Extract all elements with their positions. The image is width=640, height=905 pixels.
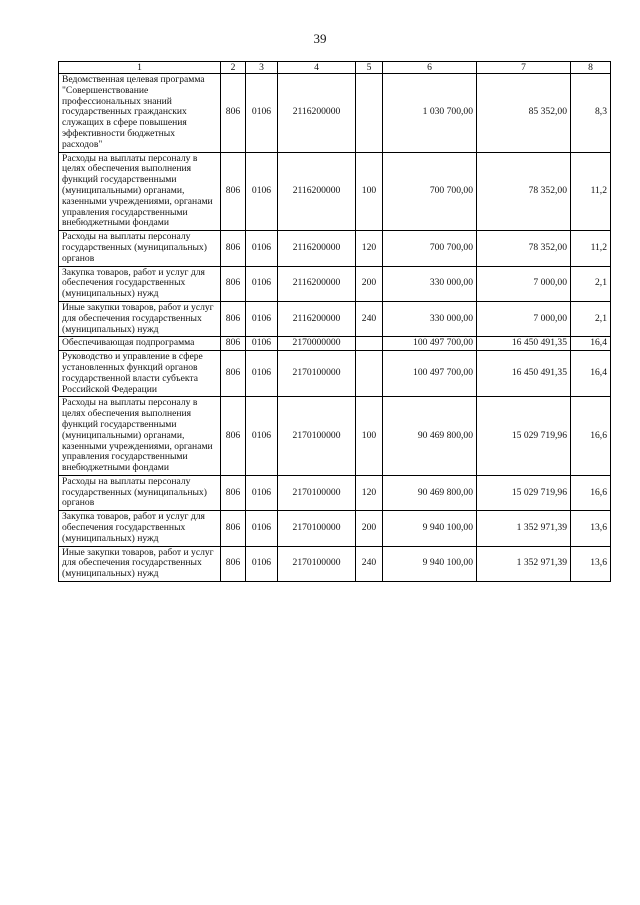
percent-cell: 16,6 bbox=[571, 475, 611, 510]
row-name-cell: Обеспечивающая подпрограмма bbox=[59, 337, 221, 351]
target-article-cell: 2116200000 bbox=[278, 152, 356, 231]
expense-type-cell: 100 bbox=[356, 152, 383, 231]
section-cell: 0106 bbox=[246, 546, 278, 581]
code-cell: 806 bbox=[221, 511, 246, 546]
actual-amount-cell: 78 352,00 bbox=[477, 231, 571, 266]
percent-cell: 16,4 bbox=[571, 351, 611, 397]
percent-cell: 16,4 bbox=[571, 337, 611, 351]
code-cell: 806 bbox=[221, 546, 246, 581]
table-row bbox=[59, 266, 611, 301]
row-name-cell: Закупка товаров, работ и услуг для обеспечения государственных (муниципальных) нужд bbox=[59, 266, 221, 301]
code-cell: 806 bbox=[221, 397, 246, 476]
percent-cell: 8,3 bbox=[571, 74, 611, 153]
table-row bbox=[59, 301, 611, 336]
table-body bbox=[59, 74, 611, 582]
plan-amount-cell: 100 497 700,00 bbox=[383, 337, 477, 351]
code-cell: 806 bbox=[221, 301, 246, 336]
percent-cell: 11,2 bbox=[571, 231, 611, 266]
actual-amount-cell: 16 450 491,35 bbox=[477, 351, 571, 397]
row-name-cell: Расходы на выплаты персоналу государственных (муниципальных) органов bbox=[59, 231, 221, 266]
actual-amount-cell: 16 450 491,35 bbox=[477, 337, 571, 351]
target-article-cell: 2170000000 bbox=[278, 337, 356, 351]
header-cell: 2 bbox=[221, 62, 246, 74]
actual-amount-cell: 85 352,00 bbox=[477, 74, 571, 153]
row-name-cell: Ведомственная целевая программа "Совершенствование профессиональных знаний государственных гражданских служащих в сфере повышения эффективности бюджетных расходов" bbox=[59, 74, 221, 153]
table-row bbox=[59, 475, 611, 510]
target-article-cell: 2170100000 bbox=[278, 351, 356, 397]
plan-amount-cell: 90 469 800,00 bbox=[383, 397, 477, 476]
expense-type-cell bbox=[356, 337, 383, 351]
row-name-cell: Иные закупки товаров, работ и услуг для обеспечения государственных (муниципальных) нужд bbox=[59, 301, 221, 336]
percent-cell: 16,6 bbox=[571, 397, 611, 476]
table-row bbox=[59, 337, 611, 351]
row-name-cell: Расходы на выплаты персоналу в целях обеспечения выполнения функций государственными (муниципальными) органами, казенными учреждениями, органами управления государственными внебюджетными фондами bbox=[59, 397, 221, 476]
target-article-cell: 2170100000 bbox=[278, 475, 356, 510]
target-article-cell: 2170100000 bbox=[278, 397, 356, 476]
plan-amount-cell: 1 030 700,00 bbox=[383, 74, 477, 153]
table-row bbox=[59, 546, 611, 581]
section-cell: 0106 bbox=[246, 266, 278, 301]
header-cell: 3 bbox=[246, 62, 278, 74]
percent-cell: 2,1 bbox=[571, 266, 611, 301]
actual-amount-cell: 1 352 971,39 bbox=[477, 511, 571, 546]
page-number: 39 bbox=[313, 31, 327, 46]
header-row bbox=[59, 62, 611, 74]
actual-amount-cell: 1 352 971,39 bbox=[477, 546, 571, 581]
code-cell: 806 bbox=[221, 152, 246, 231]
section-cell: 0106 bbox=[246, 351, 278, 397]
plan-amount-cell: 700 700,00 bbox=[383, 152, 477, 231]
plan-amount-cell: 9 940 100,00 bbox=[383, 546, 477, 581]
expense-type-cell bbox=[356, 74, 383, 153]
table-row bbox=[59, 74, 611, 153]
header-cell: 4 bbox=[278, 62, 356, 74]
expense-type-cell: 240 bbox=[356, 301, 383, 336]
expense-type-cell: 100 bbox=[356, 397, 383, 476]
header-cell: 6 bbox=[383, 62, 477, 74]
expense-type-cell bbox=[356, 351, 383, 397]
actual-amount-cell: 15 029 719,96 bbox=[477, 475, 571, 510]
table-row bbox=[59, 397, 611, 476]
table-header bbox=[59, 62, 611, 74]
section-cell: 0106 bbox=[246, 475, 278, 510]
code-cell: 806 bbox=[221, 266, 246, 301]
percent-cell: 2,1 bbox=[571, 301, 611, 336]
target-article-cell: 2116200000 bbox=[278, 301, 356, 336]
header-cell: 8 bbox=[571, 62, 611, 74]
table-row bbox=[59, 231, 611, 266]
section-cell: 0106 bbox=[246, 397, 278, 476]
section-cell: 0106 bbox=[246, 337, 278, 351]
header-cell: 7 bbox=[477, 62, 571, 74]
plan-amount-cell: 700 700,00 bbox=[383, 231, 477, 266]
code-cell: 806 bbox=[221, 351, 246, 397]
budget-table bbox=[58, 61, 611, 582]
actual-amount-cell: 7 000,00 bbox=[477, 301, 571, 336]
section-cell: 0106 bbox=[246, 231, 278, 266]
target-article-cell: 2116200000 bbox=[278, 74, 356, 153]
row-name-cell: Расходы на выплаты персоналу в целях обеспечения выполнения функций государственными (муниципальными) органами, казенными учреждениями, органами управления государственными внебюджетными фондами bbox=[59, 152, 221, 231]
code-cell: 806 bbox=[221, 231, 246, 266]
target-article-cell: 2170100000 bbox=[278, 511, 356, 546]
expense-type-cell: 120 bbox=[356, 231, 383, 266]
target-article-cell: 2116200000 bbox=[278, 266, 356, 301]
actual-amount-cell: 15 029 719,96 bbox=[477, 397, 571, 476]
table-row bbox=[59, 511, 611, 546]
section-cell: 0106 bbox=[246, 301, 278, 336]
row-name-cell: Закупка товаров, работ и услуг для обеспечения государственных (муниципальных) нужд bbox=[59, 511, 221, 546]
section-cell: 0106 bbox=[246, 74, 278, 153]
expense-type-cell: 200 bbox=[356, 266, 383, 301]
code-cell: 806 bbox=[221, 475, 246, 510]
plan-amount-cell: 100 497 700,00 bbox=[383, 351, 477, 397]
actual-amount-cell: 78 352,00 bbox=[477, 152, 571, 231]
table-row bbox=[59, 152, 611, 231]
plan-amount-cell: 330 000,00 bbox=[383, 266, 477, 301]
table-row bbox=[59, 351, 611, 397]
row-name-cell: Расходы на выплаты персоналу государственных (муниципальных) органов bbox=[59, 475, 221, 510]
expense-type-cell: 120 bbox=[356, 475, 383, 510]
header-cell: 1 bbox=[59, 62, 221, 74]
code-cell: 806 bbox=[221, 337, 246, 351]
percent-cell: 13,6 bbox=[571, 546, 611, 581]
plan-amount-cell: 9 940 100,00 bbox=[383, 511, 477, 546]
section-cell: 0106 bbox=[246, 152, 278, 231]
target-article-cell: 2170100000 bbox=[278, 546, 356, 581]
header-cell: 5 bbox=[356, 62, 383, 74]
section-cell: 0106 bbox=[246, 511, 278, 546]
percent-cell: 13,6 bbox=[571, 511, 611, 546]
row-name-cell: Руководство и управление в сфере установленных функций органов государственной власти субъекта Российской Федерации bbox=[59, 351, 221, 397]
expense-type-cell: 200 bbox=[356, 511, 383, 546]
plan-amount-cell: 90 469 800,00 bbox=[383, 475, 477, 510]
expense-type-cell: 240 bbox=[356, 546, 383, 581]
percent-cell: 11,2 bbox=[571, 152, 611, 231]
actual-amount-cell: 7 000,00 bbox=[477, 266, 571, 301]
code-cell: 806 bbox=[221, 74, 246, 153]
plan-amount-cell: 330 000,00 bbox=[383, 301, 477, 336]
target-article-cell: 2116200000 bbox=[278, 231, 356, 266]
row-name-cell: Иные закупки товаров, работ и услуг для обеспечения государственных (муниципальных) нужд bbox=[59, 546, 221, 581]
